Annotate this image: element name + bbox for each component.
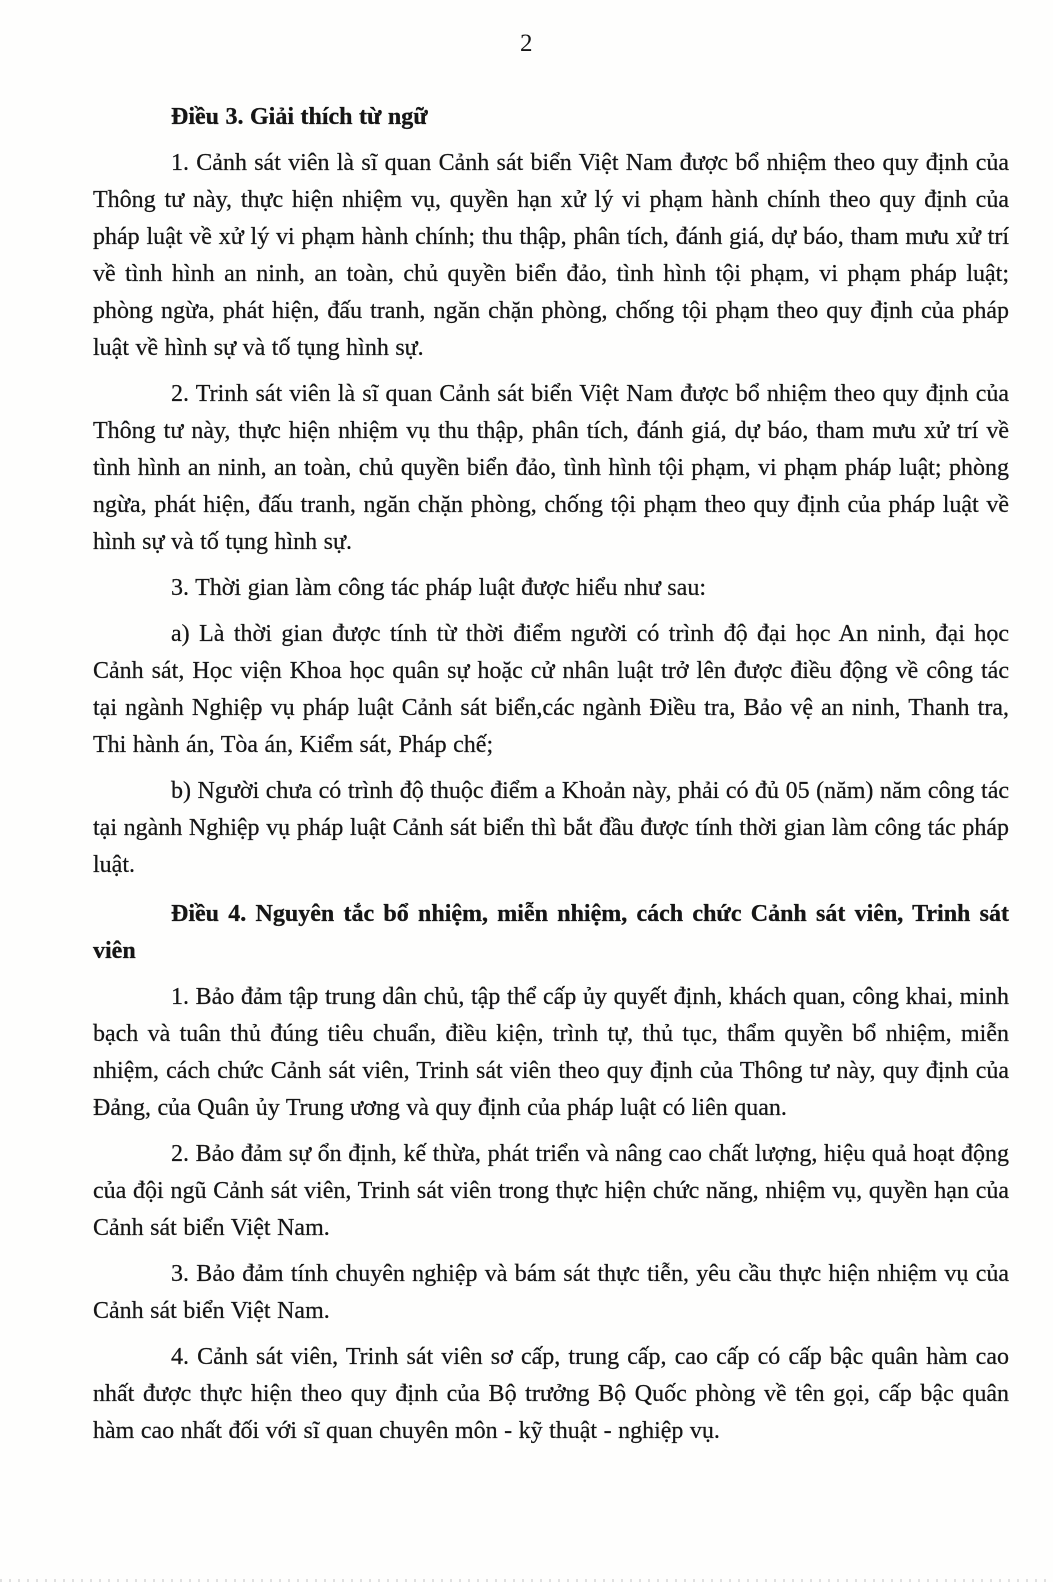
article-4-clause-4: 4. Cảnh sát viên, Trinh sát viên sơ cấp, trung cấp, cao cấp có cấp bậc quân hàm cao nhất được thực hiện theo quy định của Bộ trưởng Bộ Quốc phòng về tên gọi, cấp bậc quân hàm cao nhất đối với sĩ quan chuyên môn - kỹ thuật - nghiệp vụ. (93, 1344, 1009, 1444)
article-4-clause-3: 3. Bảo đảm tính chuyên nghiệp và bám sát thực tiễn, yêu cầu thực hiện nhiệm vụ của Cảnh sát biển Việt Nam. (93, 1261, 1009, 1324)
article-4-clause-1: 1. Bảo đảm tập trung dân chủ, tập thể cấp ủy quyết định, khách quan, công khai, minh bạch và tuân thủ đúng tiêu chuẩn, điều kiện, trình tự, thủ tục, thẩm quyền bổ nhiệm, miễn nhiệm, cách chức Cảnh sát viên, Trinh sát viên theo quy định của Thông tư này, quy định của Đảng, của Quân ủy Trung ương và quy định của pháp luật có liên quan. (93, 984, 1009, 1121)
article-3-clause-3-point-a: a) Là thời gian được tính từ thời điểm người có trình độ đại học An ninh, đại học Cảnh sát, Học viện Khoa học quân sự hoặc cử nhân luật trở lên được điều động về công tác tại ngành Nghiệp vụ pháp luật Cảnh sát biển,các ngành Điều tra, Bảo vệ an ninh, Thanh tra, Thi hành án, Tòa án, Kiểm sát, Pháp chế; (93, 621, 1009, 758)
page-number: 2 (520, 30, 533, 57)
article-3-clause-1: 1. Cảnh sát viên là sĩ quan Cảnh sát biển Việt Nam được bổ nhiệm theo quy định của Thông tư này, thực hiện nhiệm vụ, quyền hạn xử lý vi phạm hành chính theo quy định của pháp luật về xử lý vi phạm hành chính; thu thập, phân tích, đánh giá, dự báo, tham mưu xử trí về tình hình an ninh, an toàn, chủ quyền biển đảo, tình hình tội phạm, vi phạm pháp luật; phòng ngừa, phát hiện, đấu tranh, ngăn chặn phòng, chống tội phạm theo quy định của pháp luật về hình sự và tố tụng hình sự. (93, 150, 1009, 361)
article-3-clause-3: 3. Thời gian làm công tác pháp luật được hiểu như sau: (171, 575, 706, 601)
article-3-clause-2: 2. Trinh sát viên là sĩ quan Cảnh sát biển Việt Nam được bổ nhiệm theo quy định của Thông tư này, thực hiện nhiệm vụ thu thập, phân tích, đánh giá, dự báo, tham mưu xử trí về tình hình an ninh, an toàn, chủ quyền biển đảo, tình hình tội phạm, vi phạm pháp luật; phòng ngừa, phát hiện, đấu tranh, ngăn chặn phòng, chống tội phạm theo quy định của pháp luật về hình sự và tố tụng hình sự. (93, 381, 1009, 555)
article-3-heading: Điều 3. Giải thích từ ngữ (171, 104, 428, 130)
article-3-clause-3-point-b: b) Người chưa có trình độ thuộc điểm a Khoản này, phải có đủ 05 (năm) năm công tác tại ngành Nghiệp vụ pháp luật Cảnh sát biển thì bắt đầu được tính thời gian làm công tác pháp luật. (93, 778, 1009, 878)
article-4-clause-2: 2. Bảo đảm sự ổn định, kế thừa, phát triển và nâng cao chất lượng, hiệu quả hoạt động của đội ngũ Cảnh sát viên, Trinh sát viên trong thực hiện chức năng, nhiệm vụ, quyền hạn của Cảnh sát biển Việt Nam. (93, 1141, 1009, 1241)
article-4-heading: Điều 4. Nguyên tắc bổ nhiệm, miễn nhiệm, cách chức Cảnh sát viên, Trinh sát viên (93, 901, 1009, 964)
document-body (93, 99, 1009, 1450)
